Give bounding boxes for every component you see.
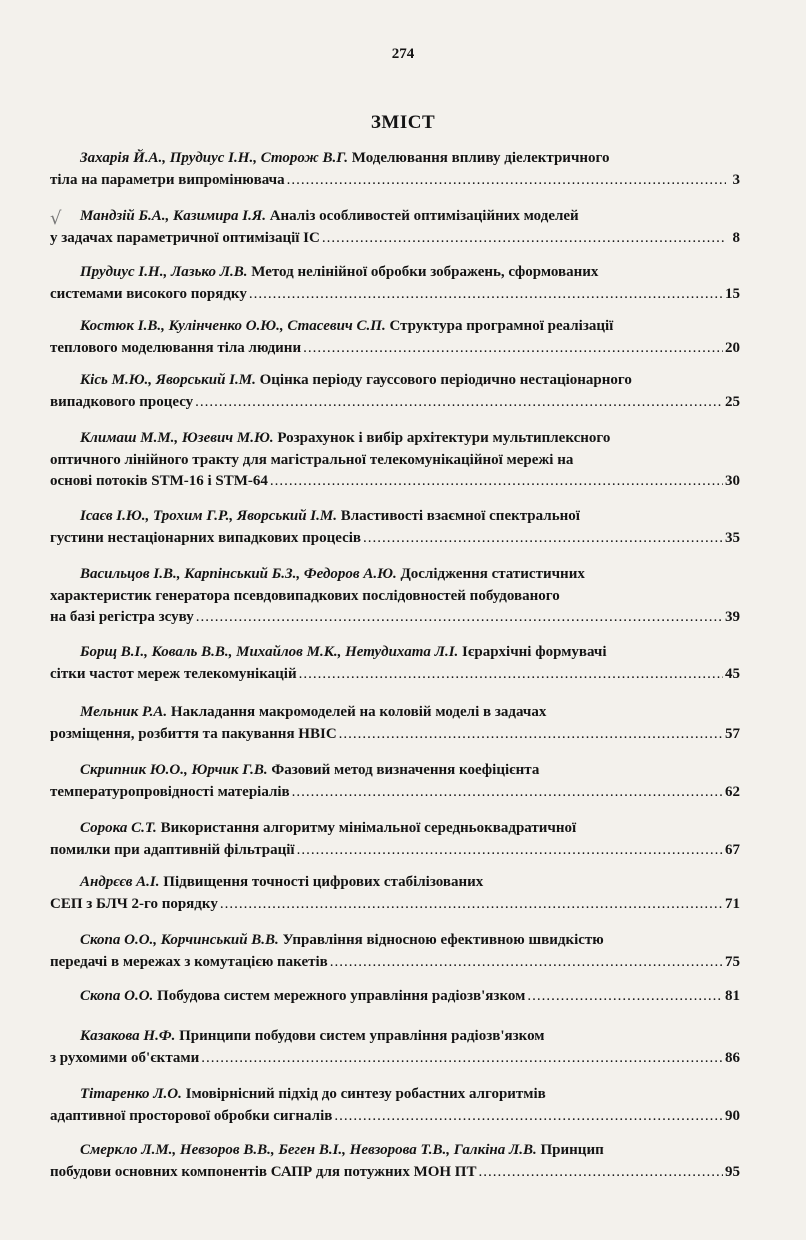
toc-entry-first-line [50,370,740,392]
dot-leader [322,228,726,250]
toc-entry-page-number: 20 [725,339,740,356]
toc-entry-authors: Кісь М.Ю., Яворський І.М. [80,372,256,388]
toc-entry-title-end: побудови основних компонентів САПР для потужних МОН ПТ [50,1163,477,1180]
toc-entry-first-line [50,148,740,170]
toc-entry-first-line [50,930,740,952]
toc-entry-authors: Борщ В.І., Коваль В.В., Михайлов М.К., Нетудихата Л.І. [80,644,459,660]
dot-leader [478,1162,723,1184]
toc-entry-last-line [50,1048,740,1070]
toc-entry [50,370,740,413]
toc-entry-title-end: розміщення, розбиття та пакування НВІС [50,725,337,742]
toc-entry-title-end: СЕП з БЛЧ 2-го порядку [50,895,218,912]
dot-leader [196,607,723,629]
toc-entry-first-line [50,262,740,284]
toc-entry-first-line [50,872,740,894]
toc-entry-title-end: Побудова систем мережного управління радіозв'язком [157,988,526,1004]
toc-entry [50,702,740,745]
toc-entry-authors: Смеркло Л.М., Невзоров В.В., Беген В.І., Невзорова Т.В., Галкіна Л.В. [80,1142,537,1158]
toc-entry-page-number: 86 [725,1049,740,1066]
toc-entry-title-continuation: характеристик генератора псевдовипадкових послідовностей побудованого [50,587,560,604]
toc-entry-title-start: Принцип [540,1142,604,1158]
dot-leader [220,894,723,916]
toc-entry-authors: Сорока С.Т. [80,820,157,836]
toc-entry-authors: Скопа О.О., Корчинський В.В. [80,932,279,948]
toc-entry-middle-line [50,450,740,472]
toc-entry-authors: Андрєєв А.І. [80,874,160,890]
toc-entry-page-number: 25 [725,393,740,410]
toc-entry-title-end: тіла на параметри випромінювача [50,171,285,188]
toc-entry-last-line [50,1162,740,1184]
toc-entry [50,642,740,685]
toc-entry-last-line [50,782,740,804]
toc-entry-page-number: 35 [725,529,740,546]
toc-entry-last-line [50,952,740,974]
toc-entry-authors: Тітаренко Л.О. [80,1086,182,1102]
toc-title: ЗМІСТ [370,112,436,133]
toc-entry-page-number: 30 [725,473,740,489]
dot-leader [363,528,723,550]
toc-entry [50,428,740,493]
toc-entry-title-start: Метод нелінійної обробки зображень, сформованих [251,264,599,280]
toc-entry [50,760,740,803]
toc-entry-last-line [50,284,740,306]
toc-entry-title-end: помилки при адаптивній фільтрації [50,841,295,858]
toc-entry-authors: Скрипник Ю.О., Юрчик Г.В. [80,762,268,778]
toc-entry-last-line [50,1106,740,1128]
toc-entry-authors: Ісаєв І.Ю., Трохим Г.Р., Яворський І.М. [80,508,337,524]
toc-entry-page-number: 8 [732,229,740,246]
toc-entry [50,1084,740,1127]
toc-entry-title-start: Накладання макромоделей на коловій моделі в задачах [170,704,547,720]
toc-entry-authors: Васильцов І.В., Карпінський Б.З., Федоров А.Ю. [80,566,397,582]
toc-entry-last-line [50,894,740,916]
toc-entry-title-start: Оцінка періоду гауссового періодично нестаціонарного [259,372,632,388]
toc-entry-title-start: Фазовий метод визначення коефіцієнта [271,762,540,778]
toc-entry-title-end: передачі в мережах з комутацією пакетів [50,953,328,970]
toc-entry [50,262,740,305]
dot-leader [270,471,723,493]
toc-entry-page-number: 15 [725,285,740,302]
toc-entry-page-number: 67 [725,841,740,858]
toc-entry-title-start: Імовірнісний підхід до синтезу робастних алгоритмів [185,1086,546,1102]
toc-entry-title-end: теплового моделювання тіла людини [50,339,302,356]
dot-leader [287,170,726,192]
toc-entry-title-start: Ієрархічні формувачі [462,644,607,660]
toc-entry-first-line [50,564,740,586]
toc-entry-first-line [50,506,740,528]
dot-leader [330,952,723,974]
toc-entry-first-line [50,316,740,338]
toc-entry-first-line [50,760,740,782]
toc-entry [50,506,740,549]
toc-entry-title-start: Дослідження статистичних [400,566,585,582]
toc-entry-last-line [50,228,740,250]
dot-leader [195,392,723,414]
toc-entry-first-line [50,818,740,840]
toc-entry-page-number: 57 [725,725,740,742]
toc-entry-authors: Климаш М.М., Юзевич М.Ю. [80,430,274,446]
toc-entry [50,206,740,249]
toc-entry-title-start: Моделювання впливу діелектричного [351,150,610,166]
dot-leader [339,724,723,746]
toc-entry-authors: Казакова Н.Ф. [80,1028,176,1044]
dot-leader [292,782,723,804]
dot-leader [527,986,723,1008]
toc-entry-authors: Костюк І.В., Кулінченко О.Ю., Стасевич С.П. [80,318,386,334]
toc-entry [50,564,740,629]
toc-entry-page-number: 81 [725,988,740,1004]
toc-entry-page-number: 45 [725,665,740,682]
dot-leader [297,840,723,862]
toc-entry-last-line [50,338,740,360]
toc-entry-title-end: на базі регістра зсуву [50,609,194,625]
toc-entry-title-start: Структура програмної реалізації [389,318,614,334]
toc-entry-authors: Захарія Й.А., Прудиус І.Н., Сторож В.Г. [80,150,348,166]
toc-entry-title-end: у задачах параметричної оптимізації ІС [50,229,320,246]
toc-entry [50,316,740,359]
toc-entry-title-start: Використання алгоритму мінімальної середньоквадратичної [160,820,577,836]
toc-entry-last-line [50,471,740,493]
toc-entry-middle-line [50,586,740,608]
toc-entry-page-number: 62 [725,783,740,800]
page-number: 274 [391,46,415,62]
toc-entry-title-start: Властивості взаємної спектральної [340,508,580,524]
toc-entry-title-start: Підвищення точності цифрових стабілізованих [163,874,484,890]
toc-entry-title-end: густини нестаціонарних випадкових процесів [50,529,362,546]
toc-entry-page-number: 71 [725,895,740,912]
toc-entry-last-line [50,840,740,862]
toc-entry [50,930,740,973]
toc-entry-first-line [50,1140,740,1162]
toc-entry-title-end: адаптивної просторової обробки сигналів [50,1107,333,1124]
toc-entry-page-number: 75 [725,953,740,970]
toc-entry-last-line [50,607,740,629]
dot-leader [299,664,723,686]
toc-entry-title-start: Принципи побудови систем управління радіозв'язком [179,1028,545,1044]
toc-entry-last-line [50,986,740,1008]
toc-entry-title-end: з рухомими об'єктами [50,1049,200,1066]
toc-entry-last-line [50,664,740,686]
toc-entry-authors: Скопа О.О. [80,988,154,1004]
toc-entry-first-line [50,702,740,724]
toc-entry-first-line [50,428,740,450]
toc-entry-title-end: сітки частот мереж телекомунікацій [50,665,297,682]
toc-entry-title-start: Управління відносною ефективною швидкістю [282,932,604,948]
toc-entry [50,818,740,861]
dot-leader [201,1048,723,1070]
toc-entry-title-continuation: оптичного лінійного тракту для магістральної телекомунікаційної мережі на [50,451,574,468]
toc-entry-page-number: 95 [725,1163,740,1180]
dot-leader [334,1106,723,1128]
toc-entry [50,148,740,191]
toc-entry-first-line [50,1084,740,1106]
toc-entry [50,1026,740,1069]
toc-entry-title-start: Аналіз особливостей оптимізаційних моделей [269,208,579,224]
toc-entry [50,872,740,915]
toc-entry-title-end: системами високого порядку [50,285,247,302]
toc-entry-title-start: Розрахунок і вибір архітектури мультиплексного [277,430,611,446]
toc-entry [50,986,740,1008]
toc-entry-page-number: 3 [732,171,740,188]
toc-entry-first-line [50,1026,740,1048]
toc-entry-authors: Мандзій Б.А., Казимира І.Я. [80,208,266,224]
toc-entry-authors: Прудиус І.Н., Лазько Л.В. [80,264,248,280]
toc-entry-page-number: 90 [725,1107,740,1124]
toc-entry-page-number: 39 [725,609,740,625]
toc-entry-last-line [50,392,740,414]
handwritten-check-icon: √ [50,208,62,229]
toc-entry-title-end: випадкового процесу [50,393,194,410]
toc-entry-last-line [50,528,740,550]
dot-leader [249,284,723,306]
dot-leader [303,338,723,360]
toc-entry [50,1140,740,1183]
toc-entry-authors: Мельник Р.А. [80,704,168,720]
toc-entry-title-end: основі потоків STM-16 і STM-64 [50,473,268,489]
toc-entry-title-end: температуропровідності матеріалів [50,783,290,800]
toc-entry-first-line [50,206,740,228]
toc-entry-first-line [50,642,740,664]
toc-entry-last-line [50,170,740,192]
toc-entry-last-line [50,724,740,746]
